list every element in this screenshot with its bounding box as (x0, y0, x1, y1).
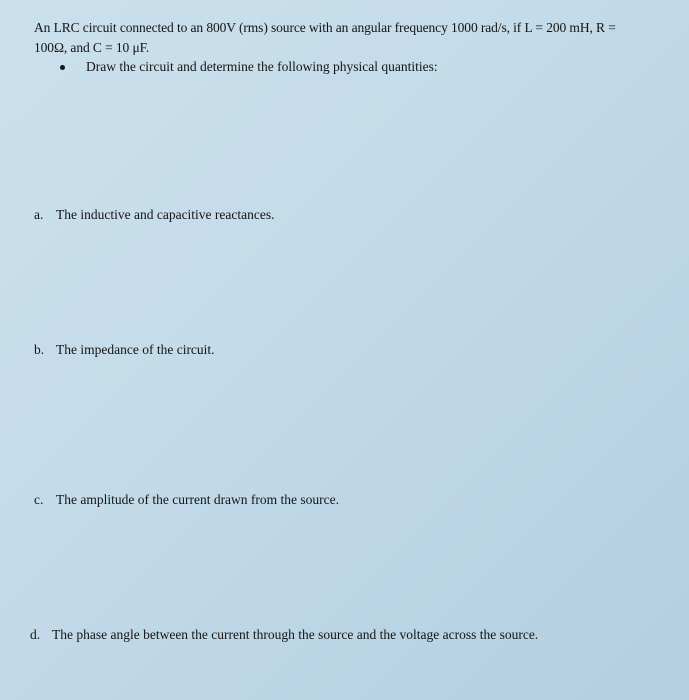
instruction-bullet (60, 59, 438, 75)
question-text: The phase angle between the current through the source and the voltage across the source. (52, 627, 539, 642)
question-a (34, 207, 275, 223)
question-letter: b. (34, 342, 45, 357)
question-letter: d. (30, 627, 41, 642)
question-c (34, 492, 339, 508)
question-text: The inductive and capacitive reactances. (56, 207, 275, 222)
question-text: The amplitude of the current drawn from the source. (56, 492, 340, 507)
question-text: The impedance of the circuit. (56, 342, 215, 357)
problem-statement-line-2: 100Ω, and C = 10 μF. (34, 40, 150, 55)
question-letter: c. (34, 492, 44, 507)
question-letter: a. (34, 207, 44, 222)
instruction-text: Draw the circuit and determine the following physical quantities: (86, 59, 438, 74)
question-d (30, 627, 538, 643)
question-b (34, 342, 215, 358)
bullet-icon (60, 65, 65, 70)
problem-statement-line-1: An LRC circuit connected to an 800V (rms) source with an angular frequency 1000 rad/s, if L = 200 mH, R = (34, 20, 616, 35)
